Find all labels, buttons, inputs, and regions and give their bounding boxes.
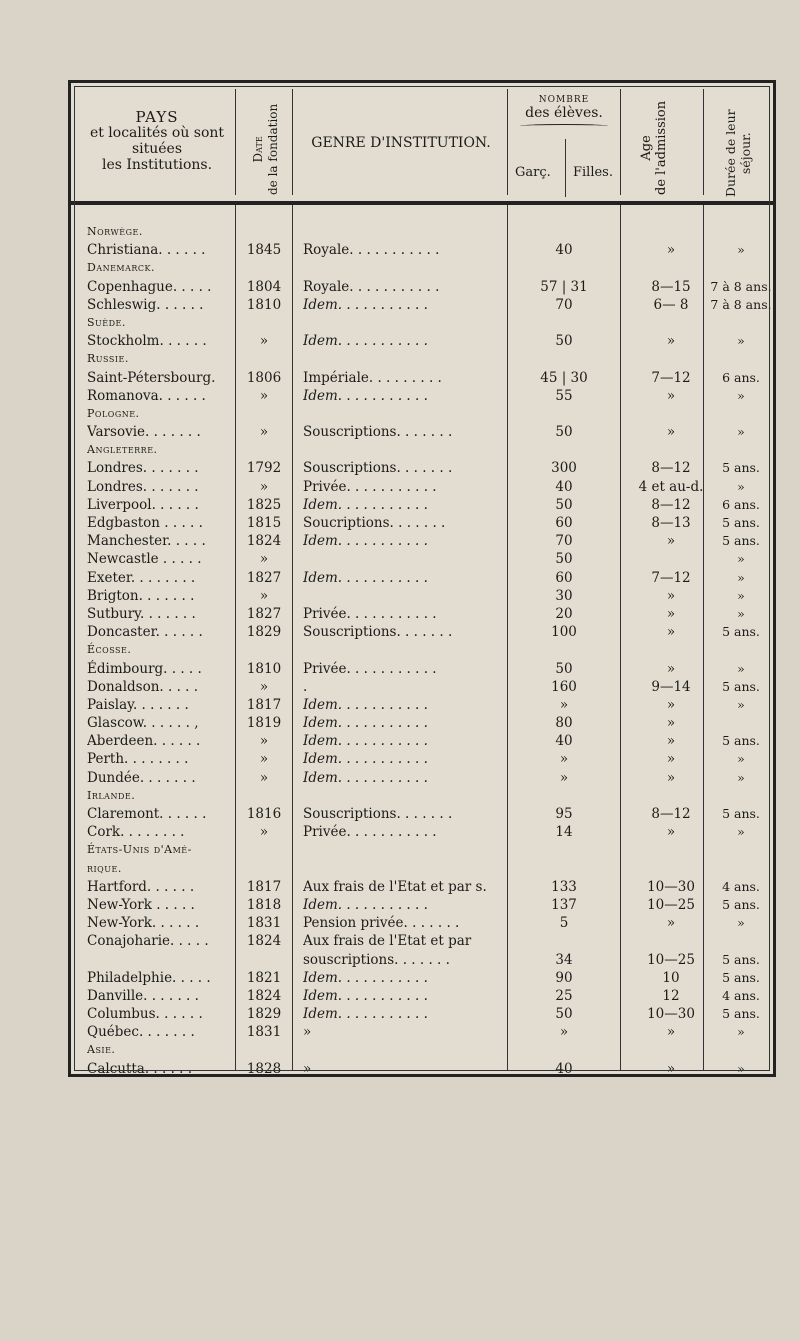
duration-cell: 6 ans. <box>722 369 760 385</box>
header-filles: Filles. <box>573 165 613 180</box>
duration-cell: 5 ans. <box>722 515 760 530</box>
duration-cell: » <box>737 551 745 567</box>
date-cell: » <box>259 824 269 841</box>
place-cell: Schleswig. . . . . . <box>87 296 204 313</box>
genre-cell: Privée. . . . . . . . . . . <box>303 478 437 495</box>
place-cell: Romanova. . . . . . <box>87 387 206 404</box>
age-cell: 10 <box>662 969 680 986</box>
duration-cell: » <box>737 915 745 931</box>
duration-cell: » <box>737 242 745 258</box>
pupils-cell: » <box>559 751 569 768</box>
place-cell: Exeter. . . . . . . . <box>87 569 196 586</box>
duration-cell: 6 ans. <box>722 496 760 512</box>
date-cell: 1821 <box>246 969 282 986</box>
region-row <box>71 1041 773 1059</box>
date-cell: 1817 <box>246 878 282 895</box>
genre-cell: Soucriptions. . . . . . . <box>303 515 446 531</box>
date-cell: 1827 <box>246 569 282 586</box>
pupils-cell: 5 <box>559 915 569 932</box>
region-row <box>71 787 773 805</box>
pupils-cell: 14 <box>555 824 573 841</box>
duration-cell: 5 ans. <box>722 733 760 749</box>
region-label: Suède. <box>87 315 126 329</box>
place-cell: Copenhague. . . . . <box>87 278 212 295</box>
header-duree-line1: Durée de leur <box>723 109 738 197</box>
age-cell: 10—30 <box>647 1006 695 1023</box>
header-divider <box>292 89 293 195</box>
genre-cell: Idem. . . . . . . . . . . <box>303 496 428 513</box>
header-brace <box>520 124 608 128</box>
header-pays <box>79 109 235 173</box>
table-row <box>71 550 773 568</box>
age-cell: » <box>666 333 676 350</box>
age-cell: » <box>666 1024 676 1041</box>
table-row <box>71 1023 773 1041</box>
date-cell: 1845 <box>246 242 282 259</box>
pupils-cell: 300 <box>551 460 577 477</box>
duration-cell: 4 ans. <box>722 987 760 1003</box>
table-row <box>71 678 773 696</box>
pupils-cell: 95 <box>555 806 573 822</box>
region-label: États-Unis d'Amé- <box>87 843 192 857</box>
place-cell: Cork. . . . . . . . <box>87 824 185 841</box>
date-cell: 1827 <box>246 605 282 622</box>
table-row <box>71 623 773 641</box>
age-cell: 7—12 <box>651 369 691 386</box>
pupils-cell: 70 <box>555 533 573 550</box>
genre-cell: Souscriptions. . . . . . . <box>303 806 453 822</box>
table-row <box>71 987 773 1005</box>
genre-cell: Aux frais de l'Etat et par s. <box>303 878 487 895</box>
date-cell: » <box>259 587 269 604</box>
pupils-cell: » <box>559 1024 569 1041</box>
duration-cell: 5 ans. <box>722 969 760 985</box>
duration-cell: » <box>737 751 745 767</box>
table-row <box>71 714 773 732</box>
duration-cell: » <box>737 478 745 494</box>
date-cell: » <box>259 678 269 695</box>
duration-cell: 5 ans. <box>722 533 760 549</box>
age-cell: 8—12 <box>651 806 691 822</box>
date-cell: 1810 <box>246 296 282 313</box>
table-row <box>71 750 773 768</box>
region-label: Angleterre. <box>87 443 158 457</box>
duration-cell: 7 à 8 ans. <box>710 278 772 294</box>
date-cell: 1804 <box>246 278 282 295</box>
duration-cell: 5 ans. <box>722 678 760 694</box>
age-cell: 8—12 <box>651 460 691 477</box>
table-row <box>71 514 773 532</box>
institutions-table <box>68 80 776 1077</box>
genre-cell: » <box>303 1060 312 1077</box>
place-cell: Brigton. . . . . . . <box>87 587 195 604</box>
date-cell: » <box>259 551 269 568</box>
header-duree <box>723 109 753 197</box>
table-row <box>71 1060 773 1078</box>
table-row <box>71 278 773 296</box>
region-label: Norwège. <box>87 225 143 238</box>
duration-cell: » <box>737 1024 745 1040</box>
header-sub-divider <box>565 139 566 197</box>
header-nombre <box>508 95 620 128</box>
duration-cell: » <box>737 660 745 676</box>
place-cell: Philadelphie. . . . . <box>87 969 211 986</box>
place-cell: Conajoharie. . . . . <box>87 933 209 950</box>
duration-cell: 4 ans. <box>722 878 760 894</box>
duration-cell: 5 ans. <box>722 951 760 967</box>
table-row <box>71 532 773 550</box>
pupils-cell: 45 | 30 <box>540 369 588 386</box>
pupils-cell: 20 <box>555 605 573 622</box>
pupils-cell: 50 <box>555 551 573 568</box>
date-cell: » <box>259 478 269 495</box>
table-row <box>71 878 773 896</box>
table-row <box>71 932 773 950</box>
place-cell: Londres. . . . . . . <box>87 460 199 477</box>
place-cell: Édimbourg. . . . . <box>87 660 202 677</box>
place-cell: Dundée. . . . . . . <box>87 769 196 786</box>
pupils-cell: 60 <box>555 569 573 586</box>
genre-cell: Idem. . . . . . . . . . . <box>303 569 428 586</box>
table-row <box>71 914 773 932</box>
genre-cell: souscriptions. . . . . . . <box>303 951 450 968</box>
pupils-cell: 55 <box>555 387 573 404</box>
place-cell: New-York . . . . . <box>87 896 195 913</box>
age-cell: 10—25 <box>647 896 695 913</box>
table-row <box>71 369 773 387</box>
genre-cell: Pension privée. . . . . . . <box>303 915 460 932</box>
pupils-cell: 70 <box>555 296 573 313</box>
duration-cell: 5 ans. <box>722 1006 760 1022</box>
genre-cell: Impériale. . . . . . . . . <box>303 369 442 386</box>
age-cell: 6— 8 <box>653 296 689 313</box>
place-cell: Claremont. . . . . . <box>87 806 207 822</box>
table-body <box>71 223 773 1078</box>
date-cell: 1831 <box>246 1024 282 1041</box>
header-date-line2: de la fondation <box>266 103 280 195</box>
genre-cell: Privée. . . . . . . . . . . <box>303 824 437 841</box>
table-row <box>71 387 773 405</box>
place-cell: Hartford. . . . . . <box>87 878 195 895</box>
age-cell: » <box>666 624 676 641</box>
header-divider <box>235 89 236 195</box>
genre-cell: Idem. . . . . . . . . . . <box>303 769 428 786</box>
genre-cell: Idem. . . . . . . . . . . <box>303 333 428 350</box>
region-label: Irlande. <box>87 788 136 802</box>
genre-cell: Idem. . . . . . . . . . . <box>303 987 428 1004</box>
duration-cell: » <box>737 1060 745 1076</box>
age-cell: » <box>666 424 676 441</box>
place-cell: Columbus. . . . . . <box>87 1006 203 1023</box>
duration-cell: » <box>737 333 745 349</box>
header-garcons: Garç. <box>515 165 551 180</box>
age-cell: » <box>666 387 676 404</box>
date-cell: 1810 <box>246 660 282 677</box>
header-pays-title: PAYS <box>135 108 179 126</box>
duration-cell: » <box>737 424 745 440</box>
date-cell: 1824 <box>246 533 282 550</box>
duration-cell: » <box>737 696 745 712</box>
genre-cell: Idem. . . . . . . . . . . <box>303 751 428 768</box>
duration-cell: » <box>737 605 745 621</box>
date-cell: 1831 <box>246 915 282 932</box>
pupils-cell: 30 <box>555 587 573 604</box>
date-cell: 1817 <box>246 696 282 713</box>
duration-cell: » <box>737 587 745 603</box>
region-label: rique. <box>87 861 122 875</box>
age-cell: » <box>666 769 676 786</box>
table-row <box>71 587 773 605</box>
pupils-cell: 100 <box>551 624 577 641</box>
age-cell: » <box>666 715 676 732</box>
genre-cell: Idem. . . . . . . . . . . <box>303 969 428 986</box>
region-row <box>71 314 773 332</box>
region-row <box>71 841 773 859</box>
age-cell: » <box>666 915 676 932</box>
region-row <box>71 223 773 241</box>
pupils-cell: 25 <box>555 987 573 1004</box>
date-cell: 1829 <box>246 624 282 641</box>
genre-cell: Souscriptions. . . . . . . <box>303 424 453 441</box>
pupils-cell: 137 <box>551 896 577 913</box>
date-cell: 1828 <box>246 1060 282 1077</box>
date-cell: » <box>259 424 269 441</box>
duration-cell: » <box>737 387 745 403</box>
genre-cell: Privée. . . . . . . . . . . <box>303 660 437 677</box>
header-pays-line3: les Institutions. <box>101 157 213 173</box>
region-label: Asie. <box>87 1043 116 1057</box>
header-age <box>639 101 669 195</box>
age-cell: » <box>666 605 676 622</box>
duration-cell: 5 ans. <box>722 896 760 912</box>
place-cell: Christiana. . . . . . <box>87 242 206 259</box>
genre-cell: Aux frais de l'Etat et par <box>303 933 472 950</box>
pupils-cell: 50 <box>555 1006 573 1023</box>
pupils-cell: 40 <box>555 733 573 750</box>
table-row <box>71 1005 773 1023</box>
genre-cell: Idem. . . . . . . . . . . <box>303 896 428 913</box>
place-cell: Québec. . . . . . . <box>87 1024 195 1041</box>
age-cell: 8—12 <box>651 496 691 513</box>
place-cell: Saint-Pétersbourg. <box>87 369 216 386</box>
header-pays-line2: situées <box>131 141 183 157</box>
genre-cell: Idem. . . . . . . . . . . <box>303 715 428 732</box>
genre-cell: Royale. . . . . . . . . . . <box>303 278 440 295</box>
age-cell: » <box>666 696 676 713</box>
age-cell: » <box>666 824 676 841</box>
place-cell: Aberdeen. . . . . . <box>87 733 201 750</box>
region-row <box>71 259 773 277</box>
age-cell: » <box>666 733 676 750</box>
pupils-cell: 133 <box>551 878 577 895</box>
table-row <box>71 896 773 914</box>
age-cell: 8—13 <box>651 515 691 531</box>
region-row <box>71 350 773 368</box>
place-cell: Manchester. . . . . <box>87 533 206 550</box>
header-date <box>251 104 281 195</box>
age-cell: » <box>666 242 676 259</box>
region-label: Russie. <box>87 352 129 366</box>
header-divider <box>703 89 704 195</box>
age-cell: » <box>666 1060 676 1077</box>
place-cell: Edgbaston . . . . . <box>87 515 203 531</box>
pupils-cell: 34 <box>555 951 573 968</box>
place-cell: Sutbury. . . . . . . <box>87 605 196 622</box>
region-label: Danemarck. <box>87 261 156 275</box>
pupils-cell: 40 <box>555 242 573 259</box>
date-cell: » <box>259 333 269 350</box>
age-cell: 4 et au-d. <box>638 478 704 495</box>
region-label: Pologne. <box>87 406 140 420</box>
table-row <box>71 496 773 514</box>
age-cell: 8—15 <box>651 278 691 295</box>
age-cell: 12 <box>662 987 680 1004</box>
pupils-cell: 80 <box>555 715 573 732</box>
duration-cell: 5 ans. <box>722 460 760 476</box>
pupils-cell: 90 <box>555 969 573 986</box>
duration-cell: » <box>737 769 745 785</box>
header-duree-line2: séjour. <box>738 132 753 175</box>
table-row <box>71 241 773 259</box>
genre-cell: Souscriptions. . . . . . . <box>303 460 453 477</box>
duration-cell: 5 ans. <box>722 624 760 640</box>
duration-cell: » <box>737 824 745 840</box>
date-cell: 1824 <box>246 933 282 950</box>
pupils-cell: 50 <box>555 496 573 513</box>
age-cell: 7—12 <box>651 569 691 586</box>
date-cell: 1818 <box>246 896 282 913</box>
place-cell: Doncaster. . . . . . <box>87 624 203 641</box>
age-cell: » <box>666 751 676 768</box>
date-cell: 1815 <box>246 515 282 531</box>
pupils-cell: 57 | 31 <box>540 278 588 295</box>
genre-cell: Idem. . . . . . . . . . . <box>303 387 428 404</box>
place-cell: Paislay. . . . . . . <box>87 696 189 713</box>
table-row <box>71 605 773 623</box>
header-pays-line1: et localités où sont <box>89 125 225 141</box>
pupils-cell: 40 <box>555 478 573 495</box>
place-cell: Stockholm. . . . . . <box>87 333 207 350</box>
pupils-cell: » <box>559 769 569 786</box>
age-cell: 9—14 <box>651 678 691 695</box>
place-cell: Liverpool. . . . . . <box>87 496 199 513</box>
table-row <box>71 459 773 477</box>
header-divider <box>507 89 508 195</box>
date-cell: 1824 <box>246 987 282 1004</box>
header-genre: GENRE D'INSTITUTION. <box>311 135 491 151</box>
pupils-cell: 40 <box>555 1060 573 1077</box>
place-cell: Danville. . . . . . . <box>87 987 199 1004</box>
date-cell: » <box>259 733 269 750</box>
date-cell: 1829 <box>246 1006 282 1023</box>
place-cell: Londres. . . . . . . <box>87 478 199 495</box>
date-cell: 1819 <box>246 715 282 732</box>
header-divider <box>620 89 621 195</box>
genre-cell: Idem. . . . . . . . . . . <box>303 533 428 550</box>
genre-cell: » <box>303 1024 312 1041</box>
region-row <box>71 405 773 423</box>
region-row <box>71 441 773 459</box>
date-cell: » <box>259 769 269 786</box>
table-row <box>71 332 773 350</box>
table-row <box>71 951 773 969</box>
region-row <box>71 860 773 878</box>
place-cell: Glascow. . . . . . , <box>87 715 199 732</box>
pupils-cell: 50 <box>555 660 573 677</box>
table-row <box>71 769 773 787</box>
place-cell: Donaldson. . . . . <box>87 678 199 695</box>
pupils-cell: 50 <box>555 424 573 441</box>
genre-cell: Royale. . . . . . . . . . . <box>303 242 440 259</box>
header-age-line1: Age <box>639 135 654 161</box>
genre-cell: Idem. . . . . . . . . . . <box>303 296 428 313</box>
pupils-cell: 160 <box>551 678 577 695</box>
date-cell: » <box>259 751 269 768</box>
table-row <box>71 969 773 987</box>
genre-cell: Privée. . . . . . . . . . . <box>303 605 437 622</box>
place-cell: New-York. . . . . . <box>87 915 200 932</box>
genre-cell: Idem. . . . . . . . . . . <box>303 1006 428 1023</box>
table-row <box>71 478 773 496</box>
table-row <box>71 696 773 714</box>
pupils-cell: » <box>559 696 569 713</box>
region-row <box>71 641 773 659</box>
table-row <box>71 296 773 314</box>
place-cell: Perth. . . . . . . . <box>87 751 189 768</box>
duration-cell: 7 à 8 ans. <box>710 296 772 312</box>
pupils-cell: 60 <box>555 515 573 531</box>
header-nombre-title: NOMBRE <box>538 95 590 105</box>
table-row <box>71 569 773 587</box>
genre-cell: . <box>303 678 308 695</box>
region-label: Écosse. <box>87 643 132 657</box>
date-cell: 1792 <box>246 460 282 477</box>
table-row <box>71 732 773 750</box>
date-cell: » <box>259 387 269 404</box>
age-cell: 10—30 <box>647 878 695 895</box>
header-date-line1: Date <box>251 136 265 163</box>
age-cell: 10—25 <box>647 951 695 968</box>
date-cell: 1816 <box>246 806 282 822</box>
genre-cell: Idem. . . . . . . . . . . <box>303 696 428 713</box>
place-cell: Calcutta. . . . . . <box>87 1060 193 1077</box>
age-cell: » <box>666 660 676 677</box>
date-cell: 1825 <box>246 496 282 513</box>
age-cell: » <box>666 533 676 550</box>
table-row <box>71 423 773 441</box>
header-des-eleves: des élèves. <box>525 105 603 121</box>
place-cell: Varsovie. . . . . . . <box>87 424 201 441</box>
place-cell: Newcastle . . . . . <box>87 551 202 568</box>
age-cell: » <box>666 587 676 604</box>
table-row <box>71 805 773 823</box>
header-age-line2: de l'admission <box>654 100 669 195</box>
date-cell: 1806 <box>246 369 282 386</box>
table-row <box>71 823 773 841</box>
table-header <box>71 83 773 205</box>
table-row <box>71 660 773 678</box>
pupils-cell: 50 <box>555 333 573 350</box>
duration-cell: » <box>737 569 745 585</box>
genre-cell: Idem. . . . . . . . . . . <box>303 733 428 750</box>
duration-cell: 5 ans. <box>722 806 760 821</box>
genre-cell: Souscriptions. . . . . . . <box>303 624 453 641</box>
